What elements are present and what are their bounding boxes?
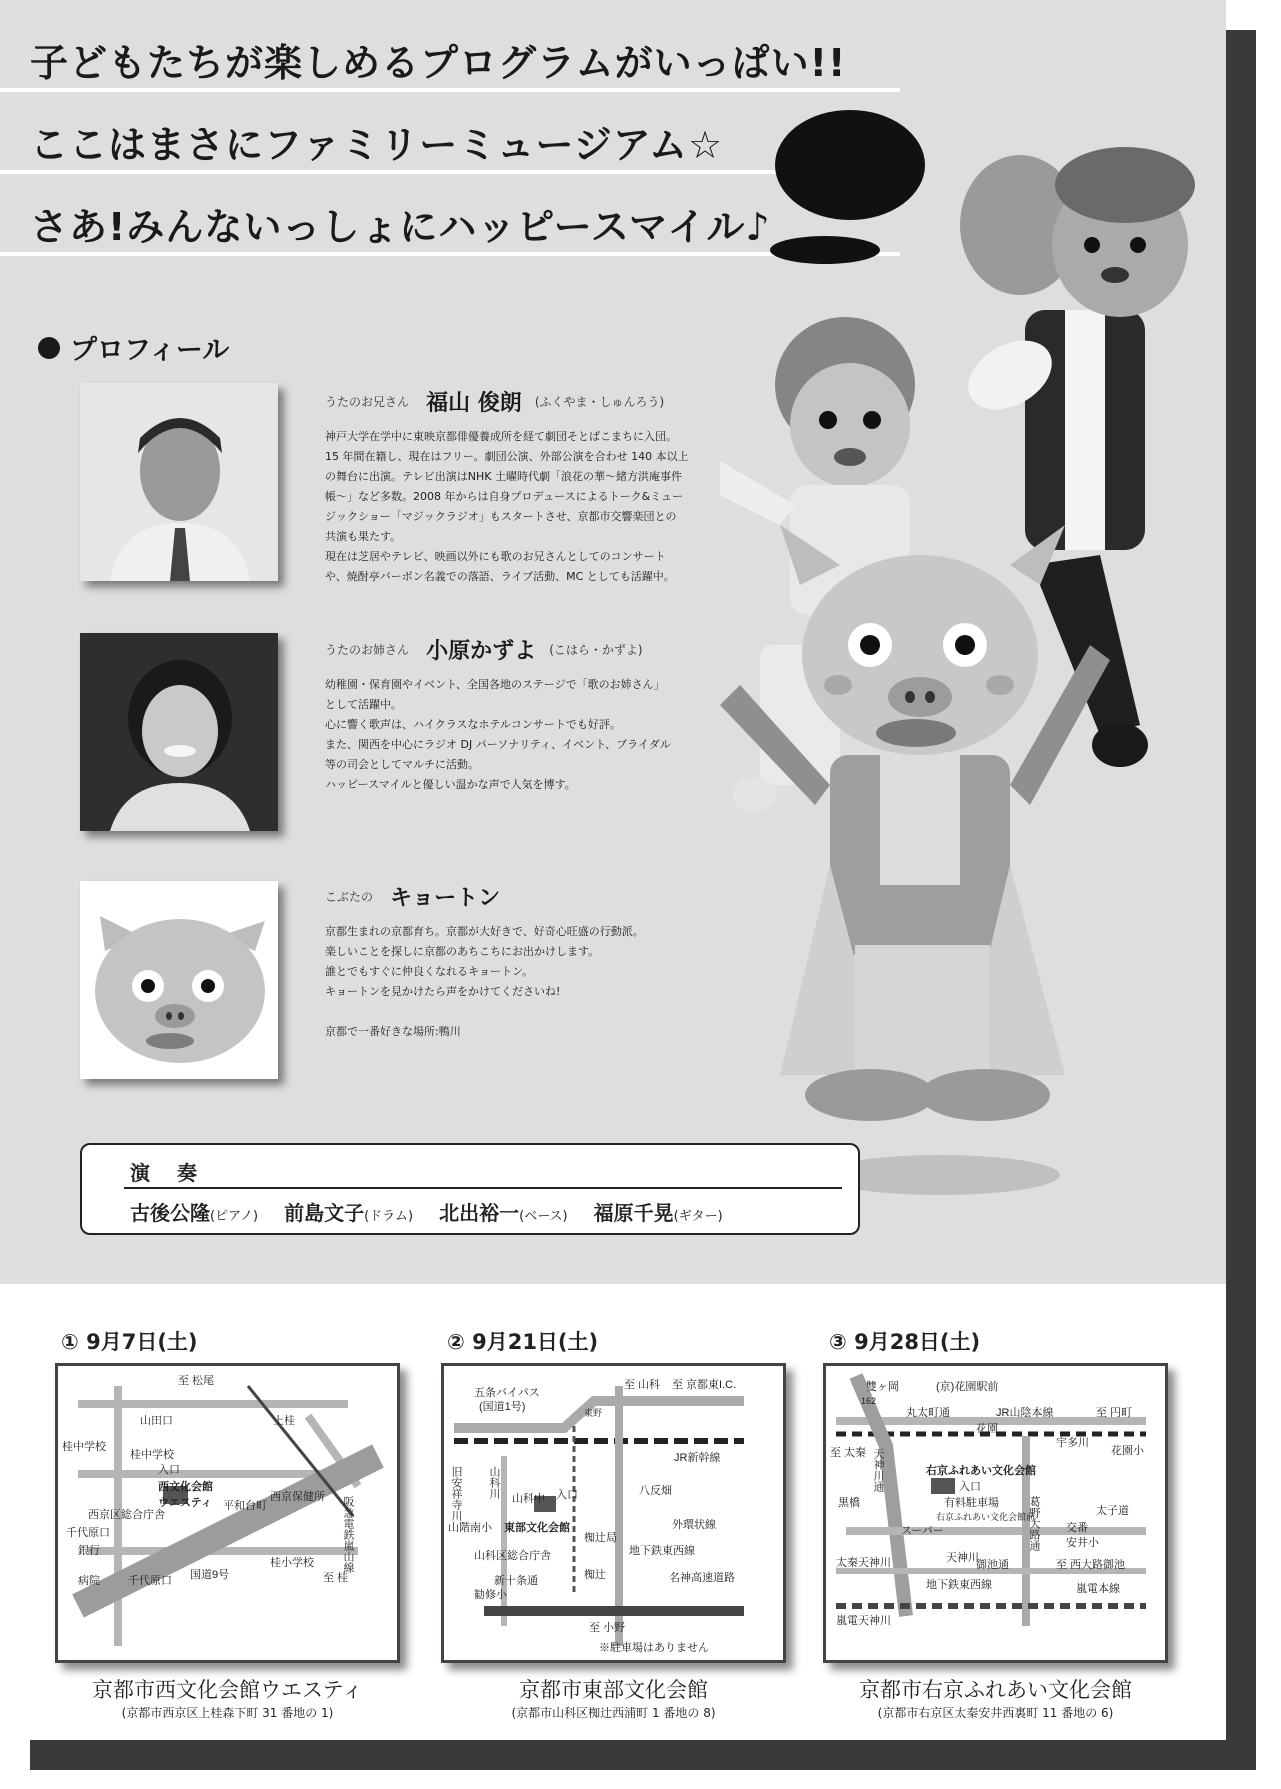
venue-map (55, 1363, 400, 1663)
performer (130, 1197, 258, 1226)
person-bio (325, 427, 725, 587)
map-label: 嵐電本線 (1076, 1583, 1120, 1595)
bio-line: や、焼酎亭バーボン名義での落語、ライブ活動、MC としても活躍中。 (325, 570, 675, 583)
bio-line: 帳〜」など多数。2008 年からは自身プロデュースによるトーク&ミュー (325, 490, 683, 503)
map-label: 黒橋 (838, 1497, 860, 1509)
map-label: 安井小 (1066, 1537, 1099, 1549)
map-label: 交番 (1066, 1522, 1088, 1534)
performer (284, 1197, 413, 1226)
map-label: 八反畑 (639, 1485, 672, 1497)
bio-line: 神戸大学在学中に東映京都俳優養成所を経て劇団そとばこまちに入団。 (325, 430, 677, 443)
person-photo-icon (80, 633, 278, 831)
map-label: 桂小学校 (270, 1557, 314, 1569)
person-role: うたのお姉さん (325, 643, 410, 657)
map-label: 桂中学校 (62, 1441, 106, 1453)
map-label: JR山陰本線 (996, 1407, 1054, 1419)
map-label: 至 西大路御池 (1056, 1559, 1126, 1571)
performers-divider (124, 1187, 842, 1189)
map-label: 嵐電天神川 (836, 1615, 891, 1627)
map-label: 東野 (584, 1408, 603, 1418)
person-bio (325, 675, 725, 795)
map-label: 入口 (959, 1481, 981, 1493)
person-reading: (ふくやま・しゅんろう) (534, 395, 665, 409)
map-label: ※駐車場はありません (599, 1642, 709, 1654)
map-label: 天神川 (946, 1552, 979, 1564)
map-label: 新十条通 (494, 1575, 538, 1587)
performer-name: 北出裕一 (439, 1201, 520, 1225)
performer (439, 1197, 568, 1226)
bio-line: として活躍中。 (325, 698, 402, 711)
bio-line: 楽しいことを探しに京都のあちこちにお出かけします。 (325, 945, 600, 958)
map-label: 右京ふれあい文化会館前 (936, 1512, 1036, 1522)
map-label: 山田口 (140, 1415, 173, 1427)
map-label: 162 (861, 1396, 877, 1406)
bio-line: 共演も果たす。 (325, 530, 402, 543)
person-reading: (こはら・かずよ) (549, 643, 643, 657)
person-name: 福山 俊朗 (426, 391, 522, 416)
performer (594, 1197, 723, 1226)
map-label: 宇多川 (1056, 1437, 1089, 1449)
venue-date: ② 9月21日(土) (447, 1330, 599, 1354)
person-role: こぶたの (325, 890, 374, 904)
map-label: 上桂 (273, 1415, 295, 1427)
map-label: 入口 (158, 1464, 180, 1476)
map-label: JR新幹線 (674, 1452, 721, 1464)
map-label: 葛野大路通 (1028, 1496, 1040, 1551)
performer-instrument: (ドラム) (364, 1209, 414, 1224)
map-label: 花園小 (1111, 1445, 1144, 1457)
person-bio (325, 922, 725, 1042)
map-label: 東部文化会館 (504, 1522, 570, 1534)
person-name: キョートン (390, 886, 501, 911)
map-svg (444, 1366, 783, 1660)
bullet-icon (38, 337, 60, 359)
profile-kyoton (325, 881, 725, 1042)
person-photo-icon (80, 383, 278, 581)
bio-line: 心に響く歌声は、ハイクラスなホテルコンサートでも好評。 (325, 718, 621, 731)
map-label: 五条バイパス (474, 1387, 540, 1399)
profile-fukuyama (325, 386, 725, 587)
photo-kohara (80, 633, 278, 831)
venue-map (441, 1363, 786, 1663)
map-label: 天神川通 (872, 1448, 884, 1492)
photo-kyoton (80, 881, 278, 1079)
bio-line: 京都で一番好きな場所:鴨川 (325, 1025, 461, 1038)
performer-name: 福原千晃 (593, 1201, 674, 1225)
map-label: ウエスティ (158, 1497, 212, 1509)
bio-line: 等の司会としてマルチに活動。 (325, 758, 479, 771)
map-label: (国道1号) (479, 1401, 526, 1413)
map-label: 山階南小 (448, 1522, 492, 1534)
bio-line (325, 1002, 725, 1022)
map-label: 雙ヶ岡 (866, 1381, 899, 1393)
map-label: 至 小野 (589, 1622, 626, 1634)
bio-line: ハッピースマイルと優しい温かな声で人気を博す。 (325, 778, 576, 791)
map-label: 至 桂 (323, 1572, 349, 1584)
venue-name: 京都市西文化会館ウエスティ (92, 1678, 363, 1702)
performers-list (130, 1197, 723, 1226)
map-label: 名神高速道路 (669, 1572, 735, 1584)
map-label: 西京区総合庁舎 (88, 1509, 165, 1521)
venue-date: ③ 9月28日(土) (829, 1330, 981, 1354)
slogan-2-text: ここはまさにファミリーミュージアム☆ (30, 123, 724, 167)
map-label: 山科川 (488, 1466, 500, 1499)
map-label: 有料駐車場 (944, 1497, 999, 1509)
map-label: 千代原口 (128, 1575, 172, 1587)
performer-instrument: (ピアノ) (210, 1209, 259, 1224)
map-label: 入口 (556, 1489, 578, 1501)
venue-address: (京都市山科区椥辻西浦町 1 番地の 8) (511, 1706, 716, 1720)
map-label: 山科中 (512, 1493, 545, 1505)
slogan-1-text: 子どもたちが楽しめるプログラムがいっぱい!! (30, 41, 847, 85)
profile-heading (38, 328, 229, 367)
map-label: 病院 (78, 1575, 100, 1587)
map-label: スーパー (901, 1525, 944, 1537)
profile-heading-text: プロフィール (70, 335, 230, 366)
map-label: 右京ふれあい文化会館 (926, 1465, 1036, 1477)
venue-name: 京都市東部文化会館 (519, 1678, 708, 1702)
map-label: 勧修小 (474, 1589, 507, 1601)
characters-illustration (720, 85, 1226, 1245)
venue-address: (京都市右京区太秦安井西裏町 11 番地の 6) (877, 1706, 1114, 1720)
map-label: 至 松尾 (178, 1375, 215, 1387)
venue-date: ① 9月7日(土) (61, 1330, 198, 1354)
map-label: 千代原口 (66, 1527, 110, 1539)
map-label: 銀行 (78, 1545, 100, 1557)
venue-address: (京都市西京区上桂森下町 31 番地の 1) (121, 1706, 334, 1720)
map-label: 山科区総合庁舎 (474, 1550, 551, 1562)
map-label: 西京保健所 (270, 1491, 325, 1503)
map-label: 至 山科 (624, 1379, 661, 1391)
map-label: 旧安祥寺川 (450, 1466, 462, 1521)
map-label: 太秦天神川 (836, 1557, 891, 1569)
venue-tobu (441, 1326, 786, 1720)
map-label: 至 京都東I.C. (672, 1379, 737, 1391)
profile-kohara (325, 634, 725, 795)
map-label: 地下鉄東西線 (926, 1579, 992, 1591)
map-svg (826, 1366, 1165, 1660)
map-label: 平和台町 (223, 1500, 267, 1512)
venue-nishi (55, 1326, 400, 1720)
characters-illustration-svg (720, 85, 1226, 1245)
pig-face-icon (80, 881, 278, 1079)
map-label: 椥辻局 (584, 1532, 617, 1544)
map-label: 阪急電鉄嵐山線 (342, 1496, 354, 1573)
map-label: 花園 (976, 1423, 998, 1435)
bio-line: 誰とでもすぐに仲良くなれるキョートン。 (325, 965, 534, 978)
photo-fukuyama (80, 383, 278, 581)
venue-ukyo (823, 1326, 1168, 1720)
map-label: 丸太町通 (906, 1407, 950, 1419)
map-label: 国道9号 (190, 1569, 230, 1581)
map-label: 至 太秦 (830, 1447, 867, 1459)
performers-title: 演 奏 (130, 1161, 207, 1185)
map-label: 西文化会館 (158, 1481, 213, 1493)
slogan-1 (0, 20, 900, 92)
map-label: 至 円町 (1096, 1407, 1133, 1419)
map-label: 外環状線 (672, 1519, 716, 1531)
slogan-3-text: さあ!みんないっしょにハッピースマイル♪ (30, 205, 771, 249)
venue-map (823, 1363, 1168, 1663)
bio-line: 幼稚園・保育園やイベント、全国各地のステージで「歌のお姉さん」 (325, 678, 665, 691)
bio-line: 現在は芝居やテレビ、映画以外にも歌のお兄さんとしてのコンサート (325, 550, 666, 563)
person-name: 小原かずよ (426, 639, 537, 664)
bio-line: また、関西を中心にラジオ DJ パーソナリティ、イベント、ブライダル (325, 738, 671, 751)
map-label: 地下鉄東西線 (629, 1545, 695, 1557)
performer-name: 前島文子 (284, 1201, 365, 1225)
bio-line: ジックショー「マジックラジオ」もスタートさせ、京都市交響楽団との (325, 510, 677, 523)
map-label: 椥辻 (584, 1569, 606, 1581)
bio-line: の舞台に出演。テレビ出演はNHK 土曜時代劇「浪花の華〜緒方洪庵事件 (325, 470, 682, 483)
bio-line: 15 年間在籍し、現在はフリー。劇団公演、外部公演を合わせ 140 本以上 (325, 450, 689, 463)
performer-instrument: (ギター) (673, 1209, 723, 1224)
map-svg (58, 1366, 397, 1660)
performer-instrument: (ベース) (519, 1209, 568, 1224)
venue-name: 京都市右京ふれあい文化会館 (859, 1678, 1132, 1702)
map-label: 御池通 (976, 1559, 1009, 1571)
map-label: 太子道 (1096, 1505, 1129, 1517)
map-label: 桂中学校 (130, 1449, 174, 1461)
performer-name: 古後公隆 (130, 1201, 210, 1225)
performers-box (80, 1143, 860, 1235)
bio-line: 京都生まれの京都育ち。京都が大好きで、好奇心旺盛の行動派。 (325, 925, 644, 938)
person-role: うたのお兄さん (325, 395, 410, 409)
bio-line: キョートンを見かけたら声をかけてくださいね! (325, 985, 561, 998)
map-label: (京)花園駅前 (936, 1381, 999, 1393)
